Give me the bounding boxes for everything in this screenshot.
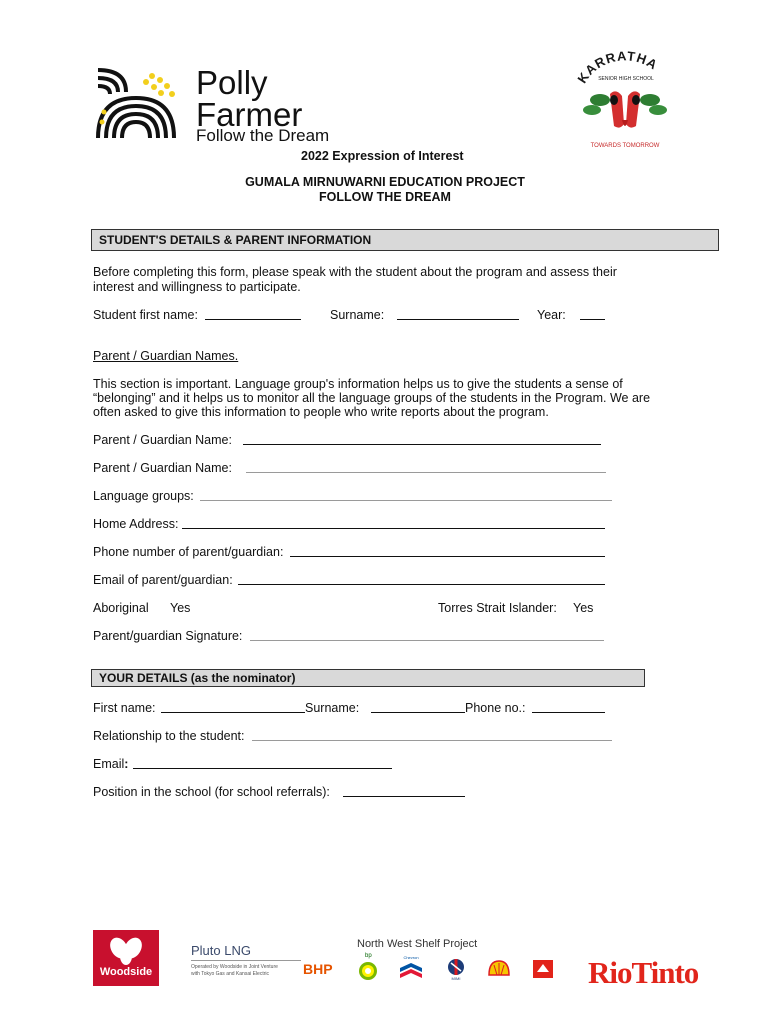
aboriginal-label: Aboriginal bbox=[93, 601, 149, 615]
nominator-surname-label: Surname: bbox=[305, 701, 360, 715]
nominator-email-label bbox=[93, 757, 128, 771]
parent-name-label-1: Parent / Guardian Name: bbox=[93, 433, 232, 447]
signature-field[interactable] bbox=[250, 640, 604, 641]
nwsp-title: North West Shelf Project bbox=[357, 938, 478, 950]
school-motto-text: TOWARDS TOMORROW bbox=[590, 143, 660, 149]
student-first-name-label: Student first name: bbox=[93, 308, 198, 322]
pluto-divider bbox=[191, 960, 301, 961]
kansai-logo bbox=[531, 958, 555, 980]
chevron-text: Chevron bbox=[403, 955, 419, 960]
nominator-email-colon: : bbox=[124, 757, 129, 771]
nominator-phone-label: Phone no.: bbox=[465, 701, 526, 715]
intro-line-1: Before completing this form, please speak with the student about the program and assess their bbox=[93, 265, 617, 279]
aboriginal-yes-option[interactable]: Yes bbox=[170, 601, 191, 615]
intro-line-2: interest and willingness to participate. bbox=[93, 280, 301, 294]
parent-phone-field[interactable] bbox=[290, 556, 605, 557]
mimi-text: MIMI bbox=[451, 976, 461, 981]
your-details-heading: YOUR DETAILS (as the nominator) bbox=[91, 669, 645, 687]
parent-phone-label: Phone number of parent/guardian: bbox=[93, 545, 284, 559]
pluto-operator-line-2: with Tokyo Gas and Kansai Electric bbox=[191, 971, 270, 977]
nominator-first-name-field[interactable] bbox=[161, 712, 305, 713]
important-line-1: This section is important. Language group's information helps us to give the students a sense of bbox=[93, 377, 623, 391]
nominator-surname-field[interactable] bbox=[371, 712, 465, 713]
parent-guardian-heading: Parent / Guardian Names. bbox=[93, 349, 239, 363]
parent-email-field[interactable] bbox=[238, 584, 605, 585]
school-sub-text: SENIOR HIGH SCHOOL bbox=[598, 76, 654, 82]
polly-farmer-logo-mark bbox=[96, 68, 176, 140]
parent-name-field-1[interactable] bbox=[243, 444, 601, 445]
nominator-first-name-label: First name: bbox=[93, 701, 156, 715]
students-details-heading: STUDENT'S DETAILS & PARENT INFORMATION bbox=[91, 229, 719, 251]
pluto-lng-title: Pluto LNG bbox=[191, 943, 251, 958]
position-field[interactable] bbox=[343, 796, 465, 797]
pluto-operator-line-1: Operated by Woodside in Joint Venture bbox=[191, 964, 278, 970]
eoi-title: 2022 Expression of Interest bbox=[301, 149, 464, 163]
nominator-email-label-text: Email bbox=[93, 757, 125, 771]
parent-email-label: Email of parent/guardian: bbox=[93, 573, 233, 587]
bp-logo bbox=[356, 953, 380, 981]
nominator-email-field[interactable] bbox=[133, 768, 392, 769]
important-line-2: “belonging” and it helps us to monitor all the language groups of the students in the Program. We are bbox=[93, 391, 651, 405]
project-title: GUMALA MIRNUWARNI EDUCATION PROJECT bbox=[245, 175, 525, 189]
nominator-phone-field[interactable] bbox=[532, 712, 605, 713]
polly-farmer-tagline: Follow the Dream bbox=[196, 126, 330, 145]
parent-name-field-2[interactable] bbox=[246, 472, 606, 473]
home-address-label: Home Address: bbox=[93, 517, 179, 531]
shell-logo bbox=[487, 959, 511, 979]
riotinto-logo: RioTinto bbox=[588, 955, 699, 990]
relationship-field[interactable] bbox=[252, 740, 612, 741]
woodside-logo bbox=[93, 930, 159, 986]
important-line-3: often asked to give this information to people who write reports about the program. bbox=[93, 405, 549, 419]
parent-name-label-2: Parent / Guardian Name: bbox=[93, 461, 232, 475]
position-label: Position in the school (for school referrals): bbox=[93, 785, 330, 799]
language-groups-label: Language groups: bbox=[93, 489, 194, 503]
school-arc-text: KARRATHA bbox=[574, 48, 661, 86]
project-subtitle: FOLLOW THE DREAM bbox=[319, 190, 451, 204]
bp-text: bp bbox=[365, 953, 372, 959]
student-year-label: Year: bbox=[537, 308, 566, 322]
torres-strait-label: Torres Strait Islander: bbox=[438, 601, 557, 615]
chevron-logo bbox=[398, 955, 424, 982]
polly-farmer-title-2: Farmer bbox=[196, 96, 303, 133]
signature-label: Parent/guardian Signature: bbox=[93, 629, 243, 643]
language-groups-field[interactable] bbox=[200, 500, 612, 501]
relationship-label: Relationship to the student: bbox=[93, 729, 245, 743]
karratha-shs-logo bbox=[570, 48, 680, 152]
student-year-field[interactable] bbox=[580, 319, 605, 320]
woodside-name: Woodside bbox=[99, 966, 153, 978]
mimi-logo bbox=[445, 958, 467, 982]
bhp-logo: BHP bbox=[303, 961, 333, 977]
student-surname-field[interactable] bbox=[397, 319, 519, 320]
torres-strait-yes-option[interactable]: Yes bbox=[573, 601, 594, 615]
home-address-field[interactable] bbox=[182, 528, 605, 529]
student-surname-label: Surname: bbox=[330, 308, 385, 322]
student-first-name-field[interactable] bbox=[205, 319, 301, 320]
polly-farmer-title-1: Polly bbox=[196, 64, 268, 101]
